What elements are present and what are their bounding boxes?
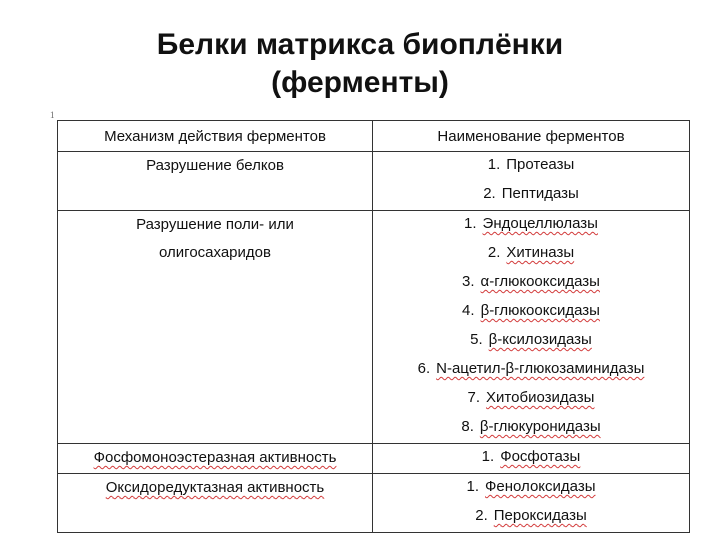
- enzyme-name: Хитобиозидазы: [486, 389, 595, 406]
- enzyme-name: β-ксилозидазы: [488, 331, 592, 348]
- mechanism-text-line-2: олигосахаридов: [159, 244, 271, 261]
- enzyme-name: Пероксидазы: [493, 507, 587, 524]
- slide-title-line-2: (ферменты): [271, 66, 449, 99]
- slide-title: [0, 26, 720, 102]
- list-item: 1. Протеазы: [487, 156, 575, 173]
- list-item: 6. N-ацетил-β-глюкозаминидазы: [417, 360, 645, 377]
- enzyme-name: N-ацетил-β-глюкозаминидазы: [436, 360, 645, 377]
- enzyme-name: Фенолоксидазы: [485, 478, 596, 495]
- table-row: [58, 152, 690, 211]
- mechanism-text: Фосфомоноэстеразная активность: [93, 449, 337, 466]
- enzyme-name: β-глюкооксидазы: [480, 302, 600, 319]
- list-item: 4. β-глюкооксидазы: [462, 302, 600, 319]
- list-item: 3. α-глюкооксидазы: [462, 273, 600, 290]
- table-row: [58, 444, 690, 474]
- list-item: 1. Эндоцеллюлазы: [464, 215, 598, 232]
- mechanism-cell: [58, 444, 373, 474]
- enzyme-list: [373, 211, 689, 443]
- enzyme-name: α-глюкооксидазы: [480, 273, 600, 290]
- enzyme-names-cell: [373, 444, 690, 474]
- enzyme-name: Пептидазы: [501, 185, 579, 202]
- list-item: 2. Пероксидазы: [475, 507, 587, 524]
- list-item: 7. Хитобиозидазы: [467, 389, 595, 406]
- enzyme-list: [373, 444, 689, 473]
- enzyme-name: Фосфотазы: [500, 448, 581, 465]
- header-enzyme-names: Наименование ферментов: [373, 121, 690, 152]
- list-item: 8. β-глюкуронидазы: [461, 418, 601, 435]
- list-item: 2. Хитиназы: [487, 244, 575, 261]
- enzyme-table: [57, 120, 690, 533]
- list-item: 1. Фосфотазы: [481, 448, 581, 465]
- table-row: [58, 474, 690, 533]
- table-row: [58, 211, 690, 444]
- enzyme-list: [373, 152, 689, 210]
- mechanism-text: Оксидоредуктазная активность: [105, 479, 325, 496]
- enzyme-name: Эндоцеллюлазы: [482, 215, 598, 232]
- list-item: 1. Фенолоксидазы: [466, 478, 596, 495]
- mechanism-cell: [58, 211, 373, 444]
- mechanism-text: Разрушение белков: [146, 157, 284, 174]
- page-number-mark: 1: [50, 110, 55, 120]
- mechanism-cell: [58, 474, 373, 533]
- enzyme-name: Протеазы: [506, 156, 575, 173]
- list-item: 5. β-ксилозидазы: [470, 331, 592, 348]
- header-mechanism: Механизм действия ферментов: [58, 121, 373, 152]
- mechanism-cell: [58, 152, 373, 211]
- table-header-row: [58, 121, 690, 152]
- enzyme-name: Хитиназы: [506, 244, 575, 261]
- enzyme-list: [373, 474, 689, 532]
- slide-title-line-1: Белки матрикса биоплёнки: [156, 28, 564, 61]
- mechanism-text-line-1: Разрушение поли- или: [136, 216, 294, 233]
- enzyme-name: β-глюкуронидазы: [479, 418, 601, 435]
- enzyme-names-cell: [373, 152, 690, 211]
- enzyme-names-cell: [373, 474, 690, 533]
- list-item: 2. Пептидазы: [483, 185, 579, 202]
- enzyme-names-cell: [373, 211, 690, 444]
